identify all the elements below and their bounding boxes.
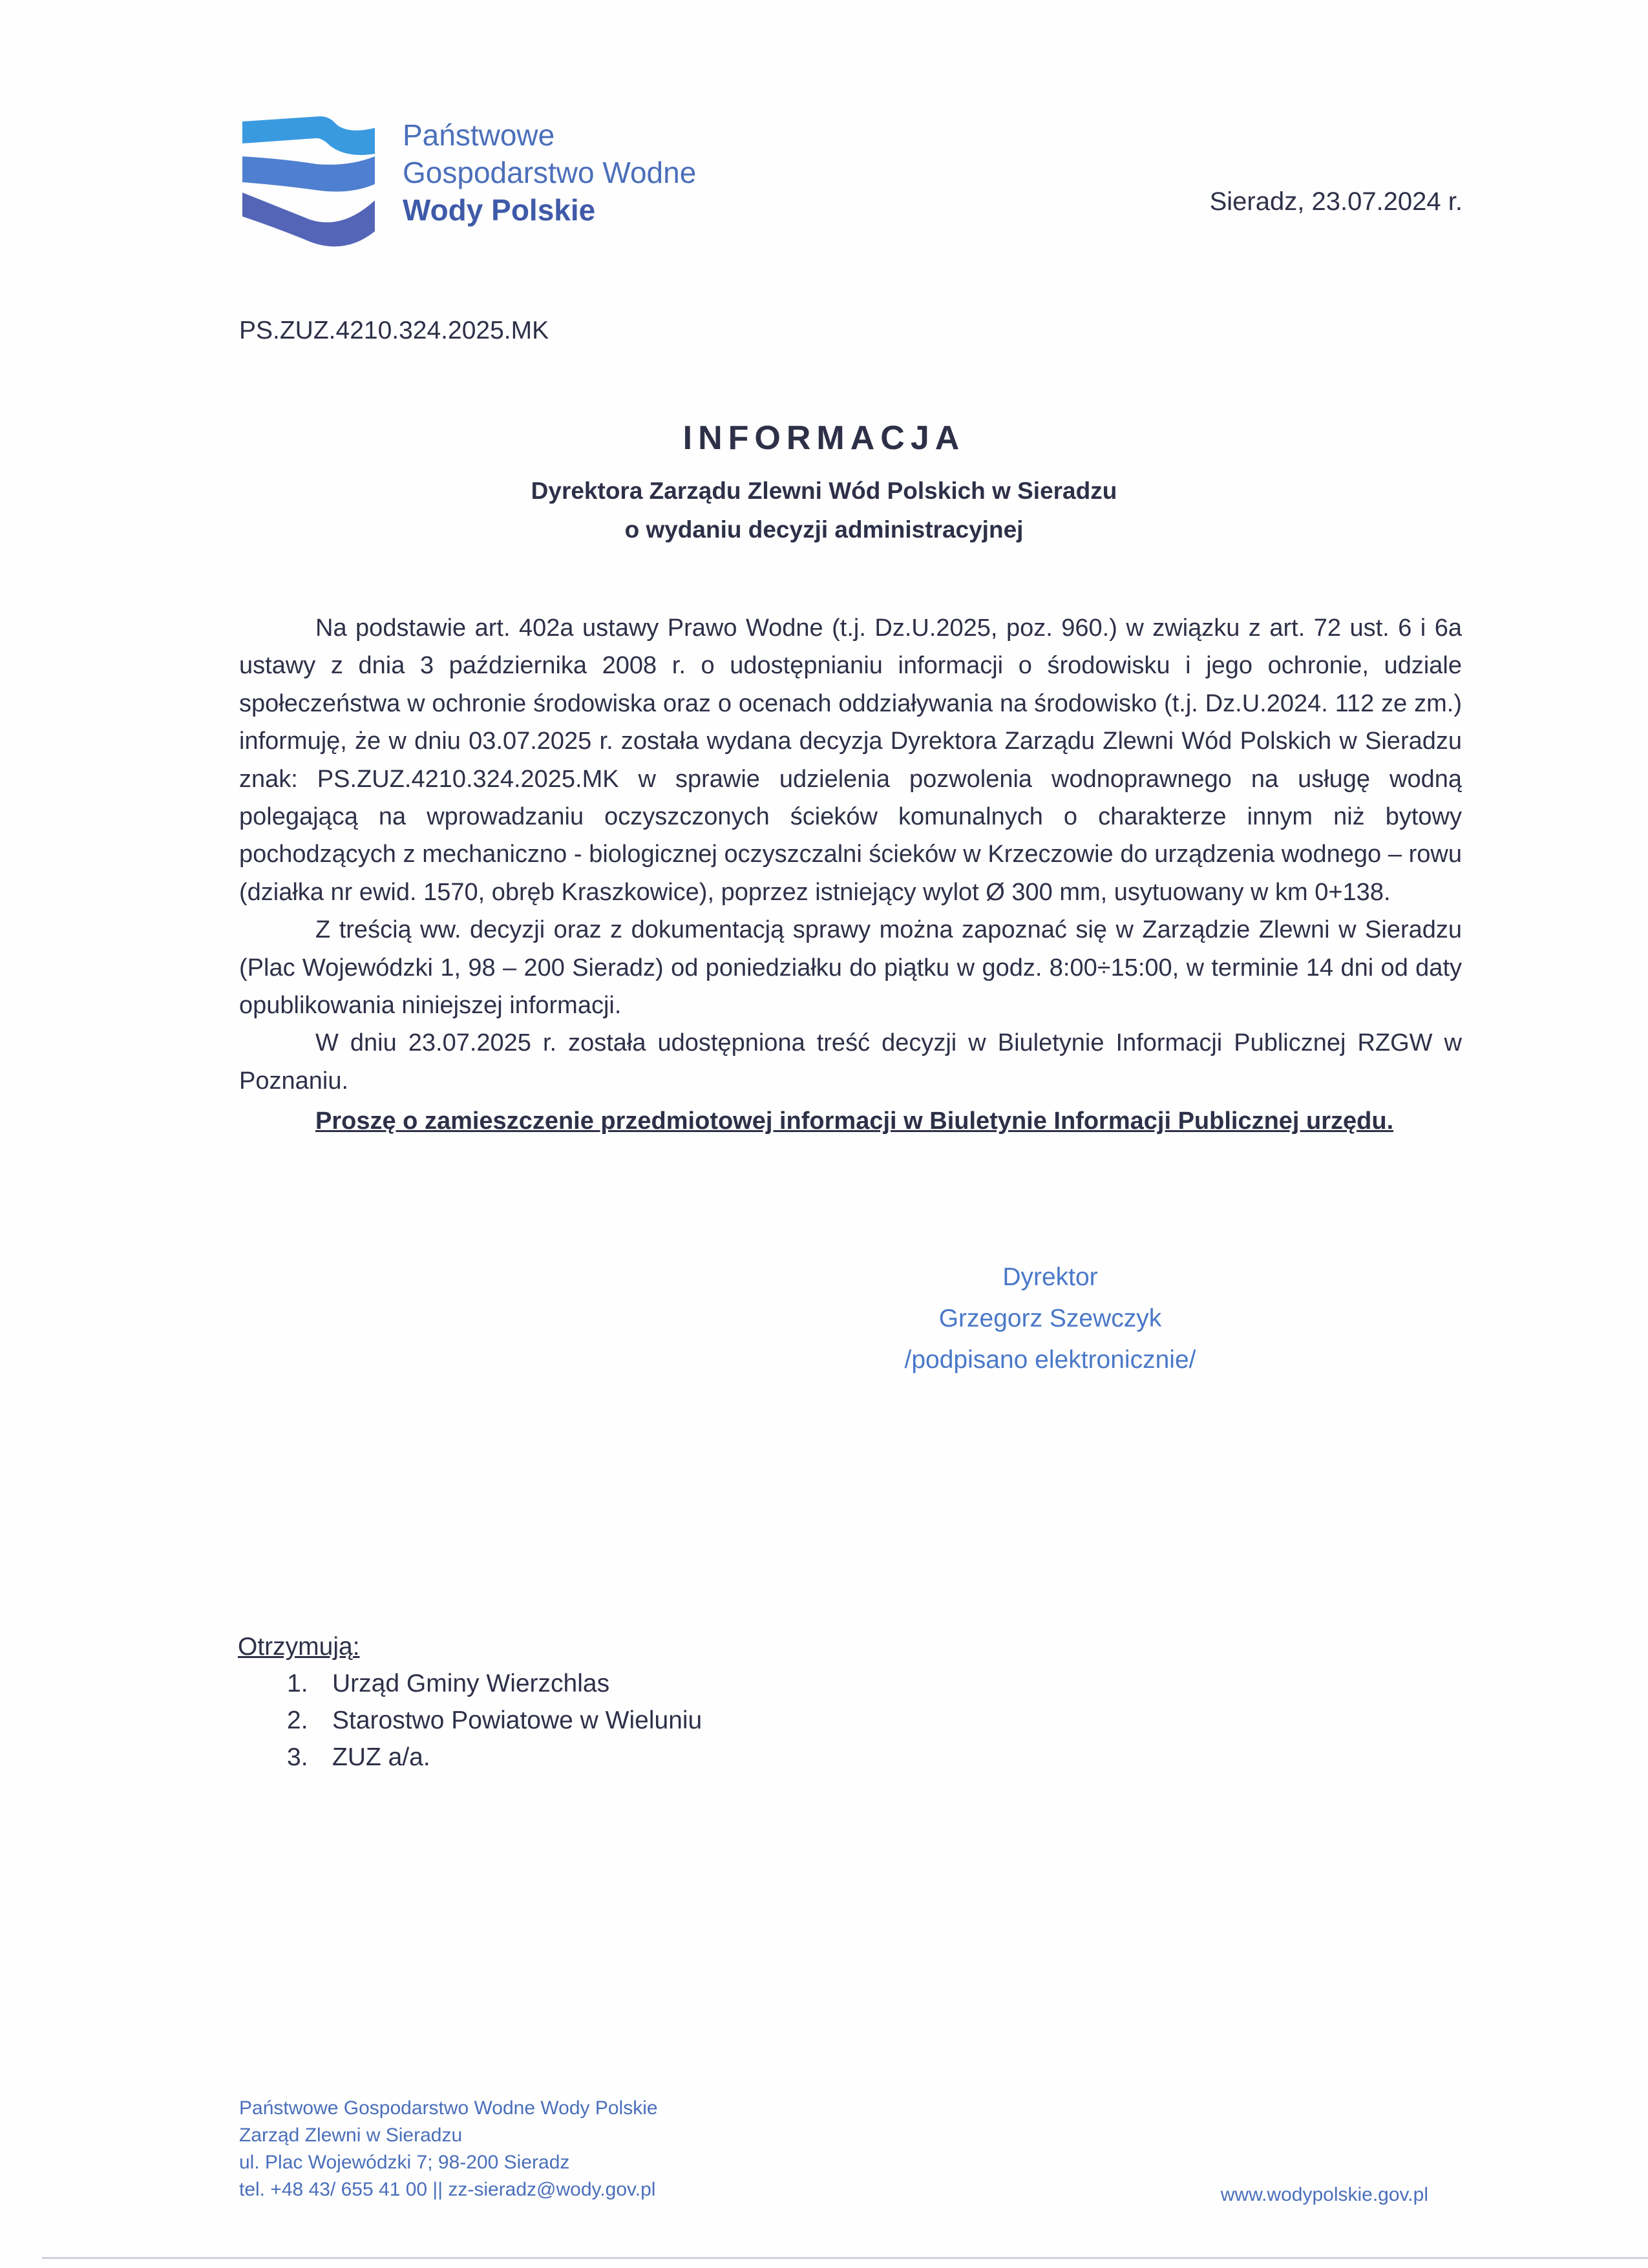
subtitle-line-1: Dyrektora Zarządu Zlewni Wód Polskich w Sieradzu [531, 478, 1117, 504]
logo-band-bottom [242, 193, 375, 247]
logo-wordmark [403, 116, 696, 229]
recipient-number: 2. [287, 1706, 308, 1734]
signature-block [840, 1257, 1260, 1381]
signature-name: Grzegorz Szewczyk [938, 1305, 1162, 1332]
logo-line-2: Gospodarstwo Wodne [403, 156, 697, 189]
document-body [239, 609, 1462, 1140]
reference-number: PS.ZUZ.4210.324.2025.MK [239, 317, 549, 344]
recipients-list [238, 1665, 702, 1776]
footer-line-4: tel. +48 43/ 655 41 00 || zz-sieradz@wody.gov.pl [239, 2179, 656, 2200]
signature-role: Dyrektor [1002, 1263, 1098, 1291]
recipient-text: Starostwo Powiatowe w Wieluniu [332, 1706, 703, 1734]
footer-line-2: Zarząd Zlewni w Sieradzu [239, 2125, 463, 2146]
logo-band-top [242, 116, 375, 155]
document-subtitle [0, 472, 1648, 549]
recipient-item [238, 1665, 702, 1702]
recipient-number: 3. [287, 1743, 308, 1771]
scan-edge-line [42, 2257, 1648, 2259]
logo-line-3: Wody Polskie [403, 193, 596, 227]
body-paragraph: W dniu 23.07.2025 r. została udostępniona treść decyzji w Biuletynie Informacji Publicznej RZGW w Poznaniu. [239, 1029, 1462, 1095]
footer-line-1: Państwowe Gospodarstwo Wodne Wody Polskie [239, 2097, 658, 2119]
signature-note: /podpisano elektronicznie/ [904, 1346, 1196, 1374]
footer-line-3: ul. Plac Wojewódzki 7; 98-200 Sieradz [239, 2152, 570, 2173]
recipient-item [238, 1739, 702, 1776]
recipient-number: 1. [287, 1670, 308, 1697]
wody-polskie-logo-icon [239, 110, 378, 249]
publication-request: Proszę o zamieszczenie przedmiotowej informacji w Biuletynie Informacji Publicznej urzędu. [315, 1108, 1394, 1135]
body-paragraph: Na podstawie art. 402a ustawy Prawo Wodne (t.j. Dz.U.2025, poz. 960.) w związku z art. 72 ust. 6 i 6a ustawy z dnia 3 października 2008 r. o udostępnianiu informacji o środowisku i jego ochronie, udziale społeczeństwa w ochronie środowiska oraz o ocenach oddziaływania na środowisko (t.j. Dz.U.2024. 112 ze zm.) informuję, że w dniu 03.07.2025 r. została wydana decyzja Dyrektora Zarządu Zlewni Wód Polskich w Sieradzu znak: PS.ZUZ.4210.324.2025.MK w sprawie udzielenia pozwolenia wodnoprawnego na usługę wodną polegającą na wprowadzaniu oczyszczonych ścieków komunalnych o charakterze innym niż bytowy pochodzących z mechaniczno - biologicznej oczyszczalni ścieków w Krzeczowie do urządzenia wodnego – rowu (działka nr ewid. 1570, obręb Kraszkowice), poprzez istniejący wylot Ø 300 mm, usytuowany w km 0+138. [239, 614, 1462, 906]
footer-website-link[interactable]: www.wodypolskie.gov.pl [1220, 2184, 1428, 2205]
document-title: INFORMACJA [682, 419, 966, 457]
recipient-text: ZUZ a/a. [332, 1743, 430, 1771]
recipient-text: Urząd Gminy Wierzchlas [332, 1670, 610, 1697]
logo-line-1: Państwowe [403, 118, 555, 152]
footer-address [239, 2095, 658, 2203]
subtitle-line-2: o wydaniu decyzji administracyjnej [624, 516, 1024, 543]
recipients-heading: Otrzymują: [238, 1633, 360, 1661]
logo-band-middle [242, 156, 375, 192]
recipient-item [238, 1702, 702, 1739]
place-date: Sieradz, 23.07.2024 r. [1209, 187, 1463, 216]
body-paragraph: Z treścią ww. decyzji oraz z dokumentacją sprawy można zapoznać się w Zarządzie Zlewni w Sieradzu (Plac Wojewódzki 1, 98 – 200 Sieradz) od poniedziałku do piątku w godz. 8:00÷15:00, w terminie 14 dni od daty opublikowania niniejszej informacji. [239, 916, 1462, 1020]
recipients-section [238, 1628, 702, 1776]
